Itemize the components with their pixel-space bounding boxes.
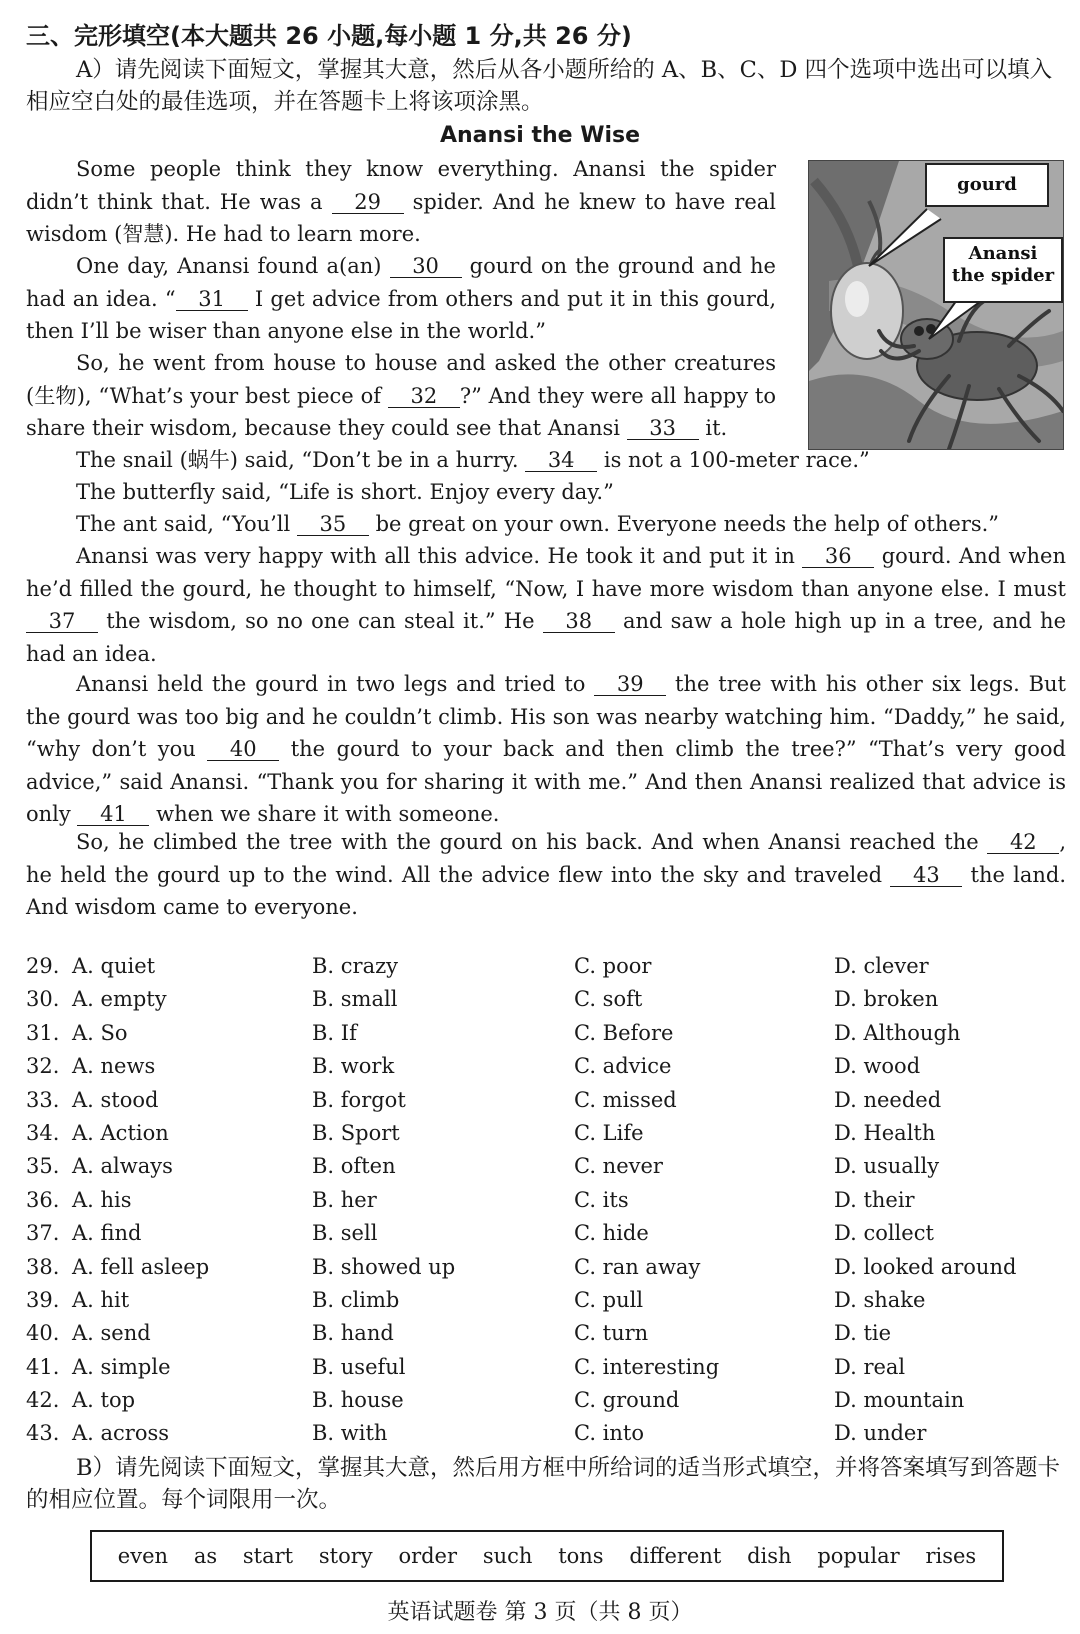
para-text: gourd on the ground and he had an idea. “ <box>26 254 776 311</box>
option-a[interactable]: A. hit <box>72 1287 130 1312</box>
question-number: 29. <box>26 954 60 978</box>
blank-38: 38 <box>543 610 615 633</box>
option-b[interactable]: B. sell <box>312 1221 378 1246</box>
passage-paragraph-8 <box>26 668 1066 831</box>
para-text: So, he went from house to house and asked the other creatures (生物), “What’s your best piece of <box>26 351 776 408</box>
option-c[interactable]: C. interesting <box>574 1354 720 1379</box>
option-b[interactable]: B. her <box>312 1187 377 1212</box>
question-number: 37. <box>26 1221 60 1246</box>
spider-gourd-illustration <box>808 160 1064 450</box>
option-d[interactable]: D. mountain <box>834 1388 965 1413</box>
option-c[interactable]: C. missed <box>574 1087 677 1112</box>
passage-paragraph-2 <box>26 250 776 348</box>
option-a[interactable]: A. top <box>72 1388 136 1413</box>
question-number: 36. <box>26 1187 60 1212</box>
option-b[interactable]: B. crazy <box>312 954 399 978</box>
para-text: I get advice from others and put it in this gourd, then I’ll be wiser than anyone else in the world.” <box>26 286 777 343</box>
blank-29: 29 <box>332 191 404 214</box>
para-text: ?” And they were all happy to share their wisdom, because they could see that Anansi <box>26 383 776 440</box>
option-a[interactable]: A. send <box>72 1321 151 1346</box>
option-b[interactable]: B. with <box>312 1421 388 1446</box>
para-text: So, he climbed the tree with the gourd on his back. And when Anansi reached the <box>76 830 988 854</box>
word-bank-item: different <box>629 1544 722 1568</box>
para-text: the tree with his other six legs. But the gourd was too big and he couldn’t climb. His son was nearby watching him. “Daddy,” he said, “why don’t you <box>26 672 1066 761</box>
word-bank-item: as <box>193 1544 218 1568</box>
passage-paragraph-4 <box>26 444 1066 477</box>
option-a[interactable]: A. empty <box>72 987 167 1012</box>
option-c[interactable]: C. soft <box>574 987 643 1012</box>
passage-title: Anansi the Wise <box>439 123 641 148</box>
option-c[interactable]: C. ran away <box>574 1254 701 1279</box>
question-37-options <box>26 1221 1066 1254</box>
para-text: The snail (蜗牛) said, “Don’t be in a hurry. <box>76 448 526 472</box>
blank-30: 30 <box>390 255 462 278</box>
para-text: and saw a hole high up in a tree, and he had an idea. <box>26 609 1066 666</box>
option-b[interactable]: B. climb <box>312 1287 400 1312</box>
word-bank-item: such <box>482 1544 533 1568</box>
passage-paragraph-5 <box>26 476 1066 509</box>
question-number: 39. <box>26 1287 60 1312</box>
part-b-instruction: B）请先阅读下面短文，掌握其大意，然后用方框中所给词的适当形式填空，并将答案填写到答题卡的相应位置。每个词限用一次。 <box>26 1455 1061 1513</box>
section-title: 三、完形填空(本大题共 26 小题,每小题 1 分,共 26 分) <box>26 22 632 50</box>
blank-41: 41 <box>77 803 149 826</box>
blank-40: 40 <box>207 738 279 761</box>
word-bank-item: order <box>398 1544 458 1568</box>
option-c[interactable]: C. poor <box>574 954 652 978</box>
option-a[interactable]: A. So <box>72 1020 128 1045</box>
blank-37: 37 <box>26 610 98 633</box>
option-a[interactable]: A. Action <box>72 1120 169 1145</box>
option-a[interactable]: A. stood <box>72 1087 159 1112</box>
blank-35: 35 <box>297 513 369 536</box>
word-bank-box <box>90 1530 1004 1582</box>
option-b[interactable]: B. useful <box>312 1354 406 1379</box>
para-text: Some people think they know everything. Anansi the spider didn’t think that. He was a <box>26 157 776 214</box>
option-b[interactable]: B. showed up <box>312 1254 456 1279</box>
question-number: 32. <box>26 1054 60 1079</box>
word-bank-item: dish <box>747 1544 792 1568</box>
para-text: the wisdom, so no one can steal it.” He <box>98 609 543 633</box>
answer-options <box>26 954 1066 1455</box>
para-text: the gourd to your back and then climb the tree?” “That’s very good advice,” said Anansi. “Thank you for sharing it with me.” And then Anansi realized that advice is only <box>26 737 1066 826</box>
question-32-options <box>26 1054 1066 1087</box>
option-d[interactable]: D. clever <box>834 954 929 978</box>
option-c[interactable]: C. pull <box>574 1287 644 1312</box>
anansi-label-line-2: the spider <box>951 265 1055 286</box>
option-d[interactable]: D. broken <box>834 987 939 1012</box>
para-text: when we share it with someone. <box>149 802 500 826</box>
option-a[interactable]: A. simple <box>72 1354 171 1379</box>
page-footer: 英语试题卷 第 3 页（共 8 页） <box>387 1600 693 1625</box>
option-d[interactable]: D. collect <box>834 1221 934 1246</box>
passage-paragraph-9 <box>26 826 1066 924</box>
question-number: 31. <box>26 1020 60 1045</box>
word-bank-item: start <box>242 1544 294 1568</box>
option-d[interactable]: D. under <box>834 1421 927 1446</box>
option-c[interactable]: C. into <box>574 1421 644 1446</box>
question-number: 35. <box>26 1154 60 1179</box>
question-34-options <box>26 1121 1066 1154</box>
passage-paragraph-1 <box>26 153 776 251</box>
question-30-options <box>26 987 1066 1020</box>
question-number: 38. <box>26 1254 60 1279</box>
question-36-options <box>26 1188 1066 1221</box>
para-text: , he held the gourd up to the wind. All the advice flew into the sky and traveled <box>26 830 1066 887</box>
option-b[interactable]: B. work <box>312 1054 395 1079</box>
para-text: Anansi held the gourd in two legs and tried to <box>76 672 595 696</box>
question-number: 30. <box>26 987 60 1012</box>
option-a[interactable]: A. always <box>72 1154 173 1179</box>
blank-31: 31 <box>176 288 248 311</box>
question-number: 34. <box>26 1120 60 1145</box>
question-41-options <box>26 1355 1066 1388</box>
option-c[interactable]: C. never <box>574 1154 663 1179</box>
para-text: The butterfly said, “Life is short. Enjoy every day.” <box>76 480 614 504</box>
option-d[interactable]: D. shake <box>834 1287 926 1312</box>
blank-36: 36 <box>802 545 874 568</box>
para-text: Anansi was very happy with all this advice. He took it and put it in <box>76 544 803 568</box>
word-bank-item: story <box>318 1544 373 1568</box>
passage-paragraph-3 <box>26 347 776 445</box>
question-number: 40. <box>26 1321 60 1346</box>
option-a[interactable]: A. quiet <box>72 954 156 978</box>
option-d[interactable]: D. Although <box>834 1020 961 1045</box>
option-b[interactable]: B. small <box>312 987 398 1012</box>
blank-43: 43 <box>890 864 962 887</box>
part-a-instruction: A）请先阅读下面短文，掌握其大意，然后从各小题所给的 A、B、C、D 四个选项中选出可以填入相应空白处的最佳选项，并在答题卡上将该项涂黑。 <box>26 57 1053 115</box>
option-d[interactable]: D. needed <box>834 1087 942 1112</box>
question-33-options <box>26 1088 1066 1121</box>
option-a[interactable]: A. news <box>72 1054 156 1079</box>
question-number: 33. <box>26 1087 60 1112</box>
para-text: is not a 100-meter race.” <box>597 448 870 472</box>
gourd-label: gourd <box>957 174 1017 195</box>
option-d[interactable]: D. their <box>834 1187 915 1212</box>
option-b[interactable]: B. Sport <box>312 1120 400 1145</box>
passage-paragraph-6 <box>26 508 1066 541</box>
question-number: 43. <box>26 1421 60 1446</box>
question-29-options <box>26 954 1066 987</box>
word-bank-item: even <box>117 1544 169 1568</box>
question-38-options <box>26 1255 1066 1288</box>
option-d[interactable]: D. usually <box>834 1154 940 1179</box>
question-43-options <box>26 1421 1066 1454</box>
option-b[interactable]: B. forgot <box>312 1087 406 1112</box>
blank-34: 34 <box>525 449 597 472</box>
option-d[interactable]: D. tie <box>834 1321 892 1346</box>
para-text: One day, Anansi found a(an) <box>76 254 390 278</box>
para-text: gourd. And when he’d filled the gourd, he thought to himself, “Now, I have more wisdom than anyone else. I must <box>26 544 1066 601</box>
option-d[interactable]: D. real <box>834 1354 906 1379</box>
option-d[interactable]: D. wood <box>834 1054 921 1079</box>
anansi-label-line-1: Anansi <box>968 243 1038 264</box>
option-b[interactable]: B. If <box>312 1020 357 1045</box>
option-a[interactable]: A. across <box>72 1421 170 1446</box>
question-35-options <box>26 1154 1066 1187</box>
option-a[interactable]: A. fell asleep <box>72 1254 210 1279</box>
option-a[interactable]: A. find <box>72 1221 142 1246</box>
option-a[interactable]: A. his <box>72 1187 132 1212</box>
question-number: 42. <box>26 1388 60 1413</box>
para-text: the land. And wisdom came to everyone. <box>26 862 1067 919</box>
option-c[interactable]: C. ground <box>574 1388 680 1413</box>
option-c[interactable]: C. turn <box>574 1321 649 1346</box>
word-bank-item: rises <box>925 1544 977 1568</box>
option-c[interactable]: C. Before <box>574 1020 674 1045</box>
para-text: spider. And he knew to have real wisdom (智慧). He had to learn more. <box>26 189 776 246</box>
passage-paragraph-7 <box>26 540 1066 670</box>
question-40-options <box>26 1321 1066 1354</box>
word-bank-item: tons <box>558 1544 604 1568</box>
blank-42: 42 <box>987 831 1059 854</box>
option-c[interactable]: C. its <box>574 1187 629 1212</box>
option-b[interactable]: B. hand <box>312 1321 394 1346</box>
para-text: The ant said, “You’ll <box>76 512 297 536</box>
blank-39: 39 <box>594 673 666 696</box>
option-c[interactable]: C. hide <box>574 1221 649 1246</box>
option-c[interactable]: C. Life <box>574 1120 644 1145</box>
gourd-callout <box>925 163 1049 207</box>
option-d[interactable]: D. looked around <box>834 1254 1017 1279</box>
option-c[interactable]: C. advice <box>574 1054 672 1079</box>
anansi-callout <box>943 237 1063 303</box>
question-39-options <box>26 1288 1066 1321</box>
para-text: it. <box>698 416 728 440</box>
question-42-options <box>26 1388 1066 1421</box>
option-b[interactable]: B. house <box>312 1388 404 1413</box>
word-bank-item: popular <box>817 1544 900 1568</box>
question-31-options <box>26 1021 1066 1054</box>
option-b[interactable]: B. often <box>312 1154 396 1179</box>
option-d[interactable]: D. Health <box>834 1120 936 1145</box>
blank-33: 33 <box>627 417 699 440</box>
para-text: be great on your own. Everyone needs the help of others.” <box>368 512 1000 536</box>
question-number: 41. <box>26 1354 60 1379</box>
blank-32: 32 <box>388 385 460 408</box>
